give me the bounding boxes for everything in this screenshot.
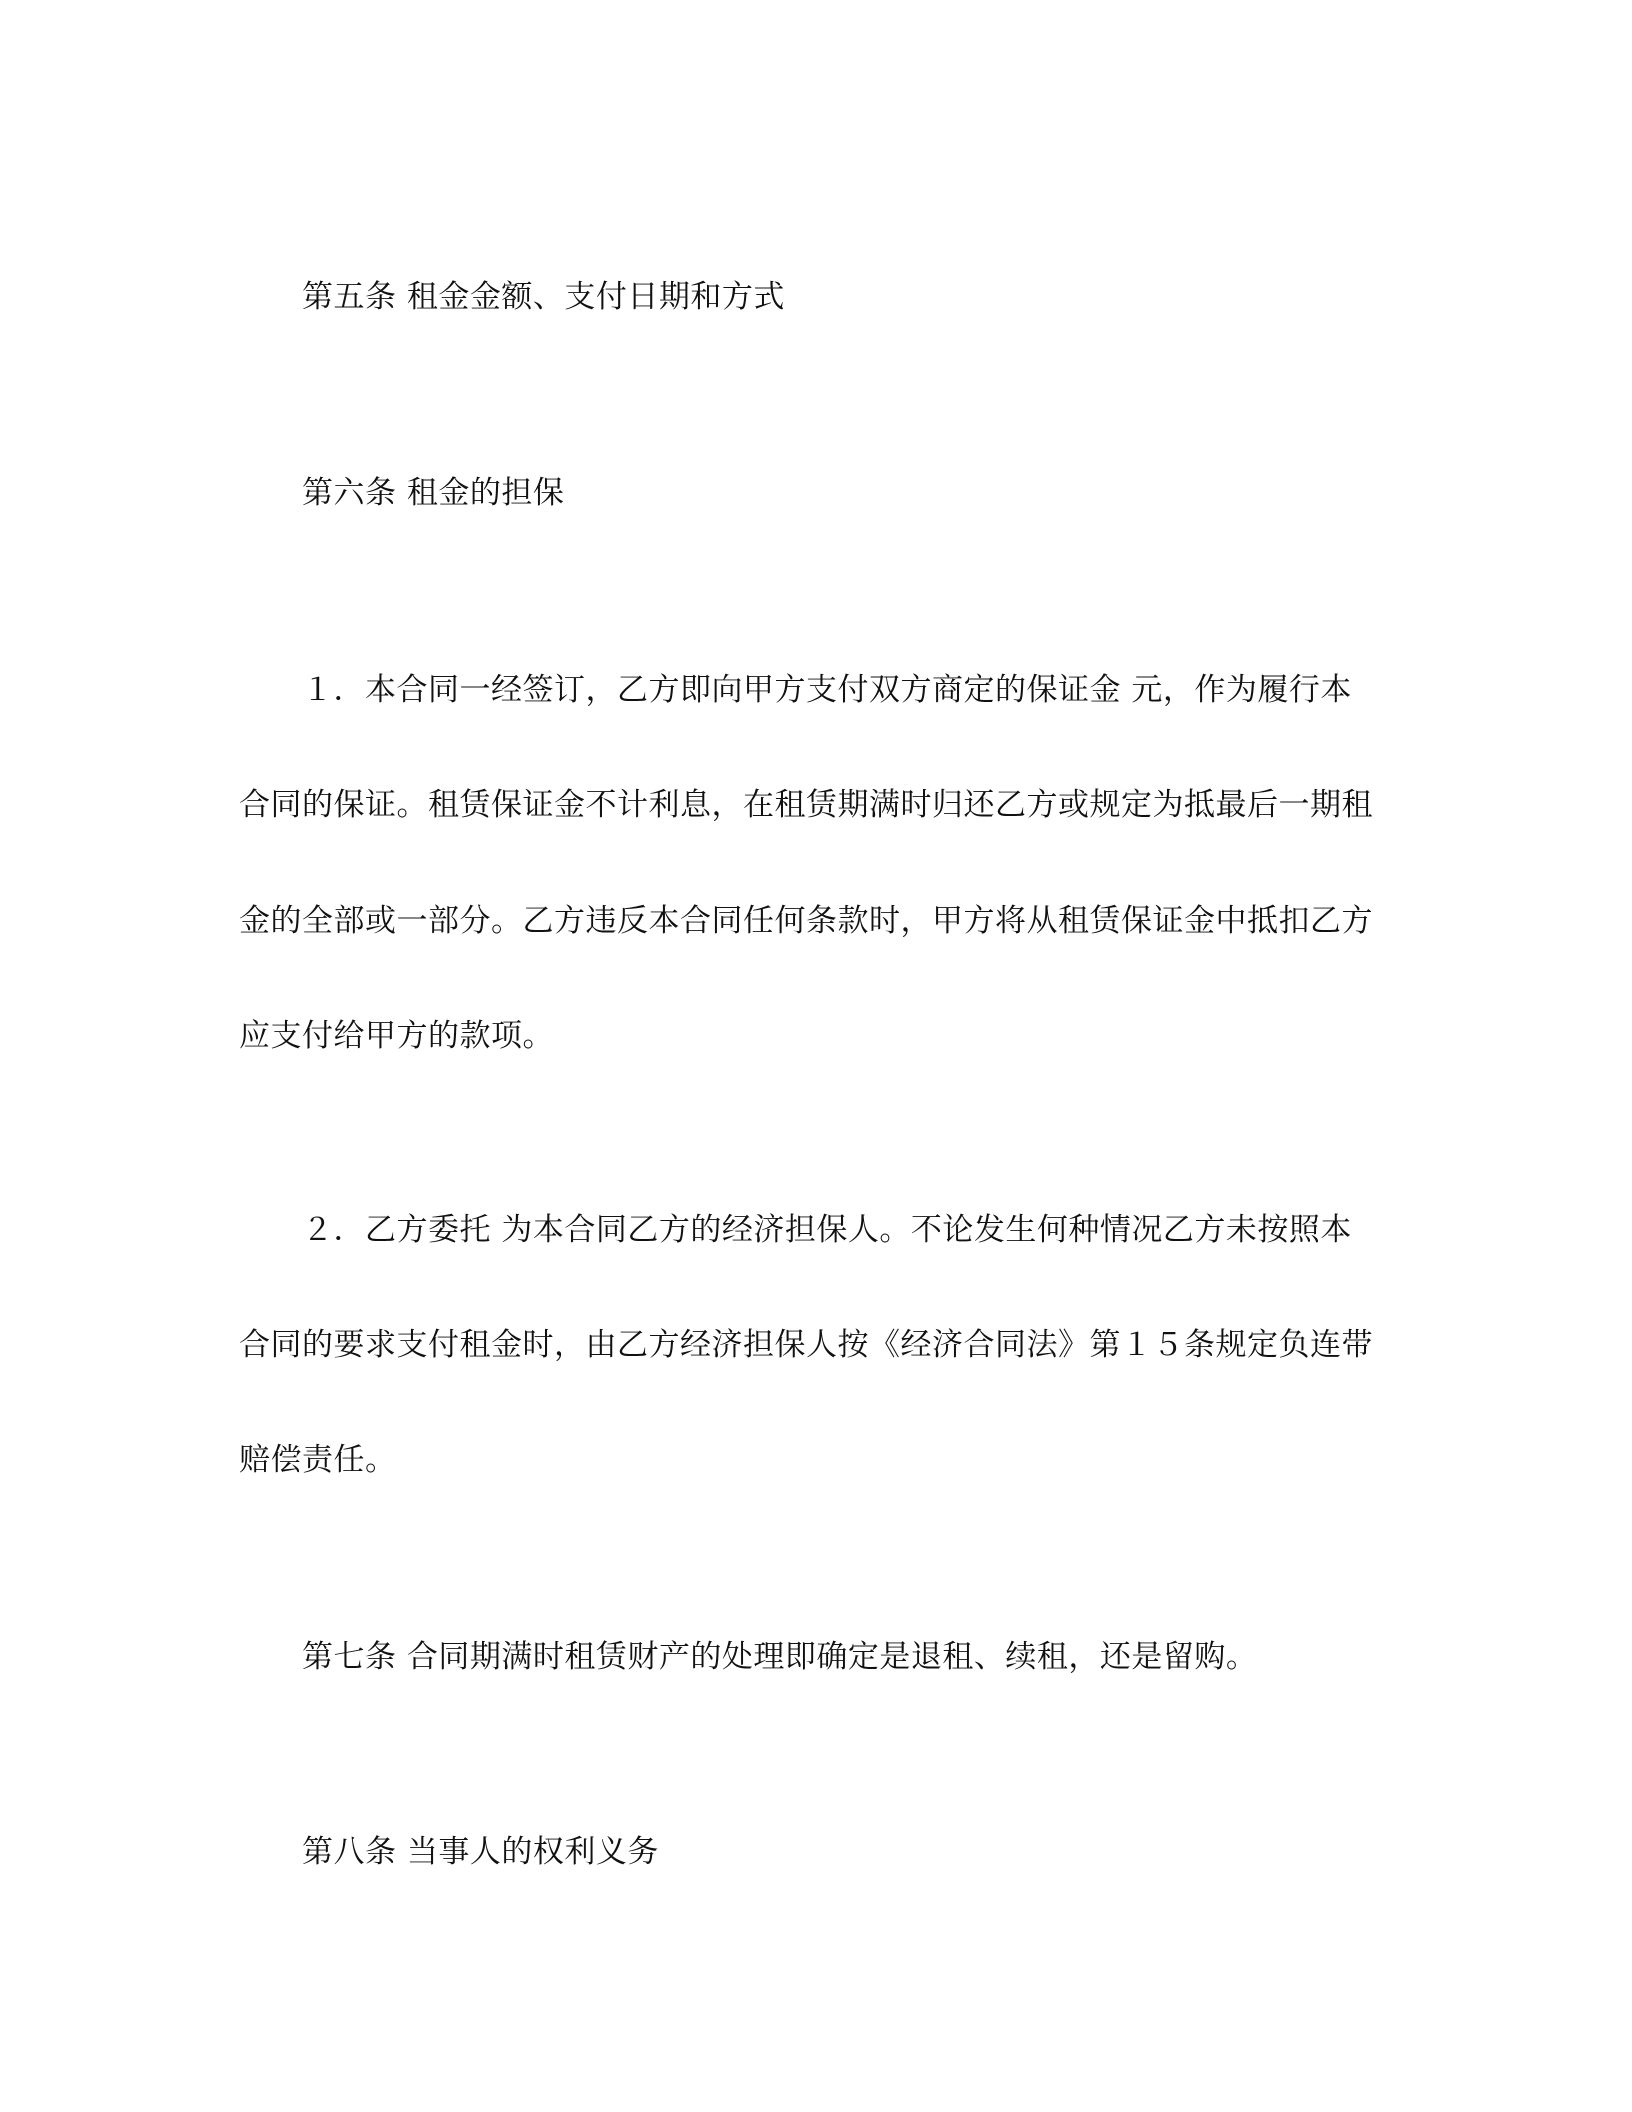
article-6-item-2-line-3: 赔偿责任。	[239, 1442, 397, 1478]
article-8-heading: 第八条 当事人的权利义务	[302, 1834, 659, 1870]
article-5-heading: 第五条 租金金额、支付日期和方式	[302, 279, 785, 315]
article-6-heading: 第六条 租金的担保	[302, 475, 565, 511]
article-7-heading: 第七条 合同期满时租赁财产的处理即确定是退租、续租，还是留购。	[302, 1639, 1258, 1675]
article-6-item-1-line-4: 应支付给甲方的款项。	[239, 1018, 554, 1054]
article-6-item-2-line-2: 合同的要求支付租金时，由乙方经济担保人按《经济合同法》第１５条规定负连带	[239, 1327, 1373, 1363]
article-6-item-1-line-3: 金的全部或一部分。乙方违反本合同任何条款时，甲方将从租赁保证金中抵扣乙方	[239, 903, 1373, 939]
article-6-item-1-line-1: １．本合同一经签订，乙方即向甲方支付双方商定的保证金 元，作为履行本	[302, 672, 1352, 708]
article-6-item-2-line-1: ２．乙方委托 为本合同乙方的经济担保人。不论发生何种情况乙方未按照本	[302, 1212, 1352, 1248]
article-6-item-1-line-2: 合同的保证。租赁保证金不计利息，在租赁期满时归还乙方或规定为抵最后一期租	[239, 787, 1373, 823]
